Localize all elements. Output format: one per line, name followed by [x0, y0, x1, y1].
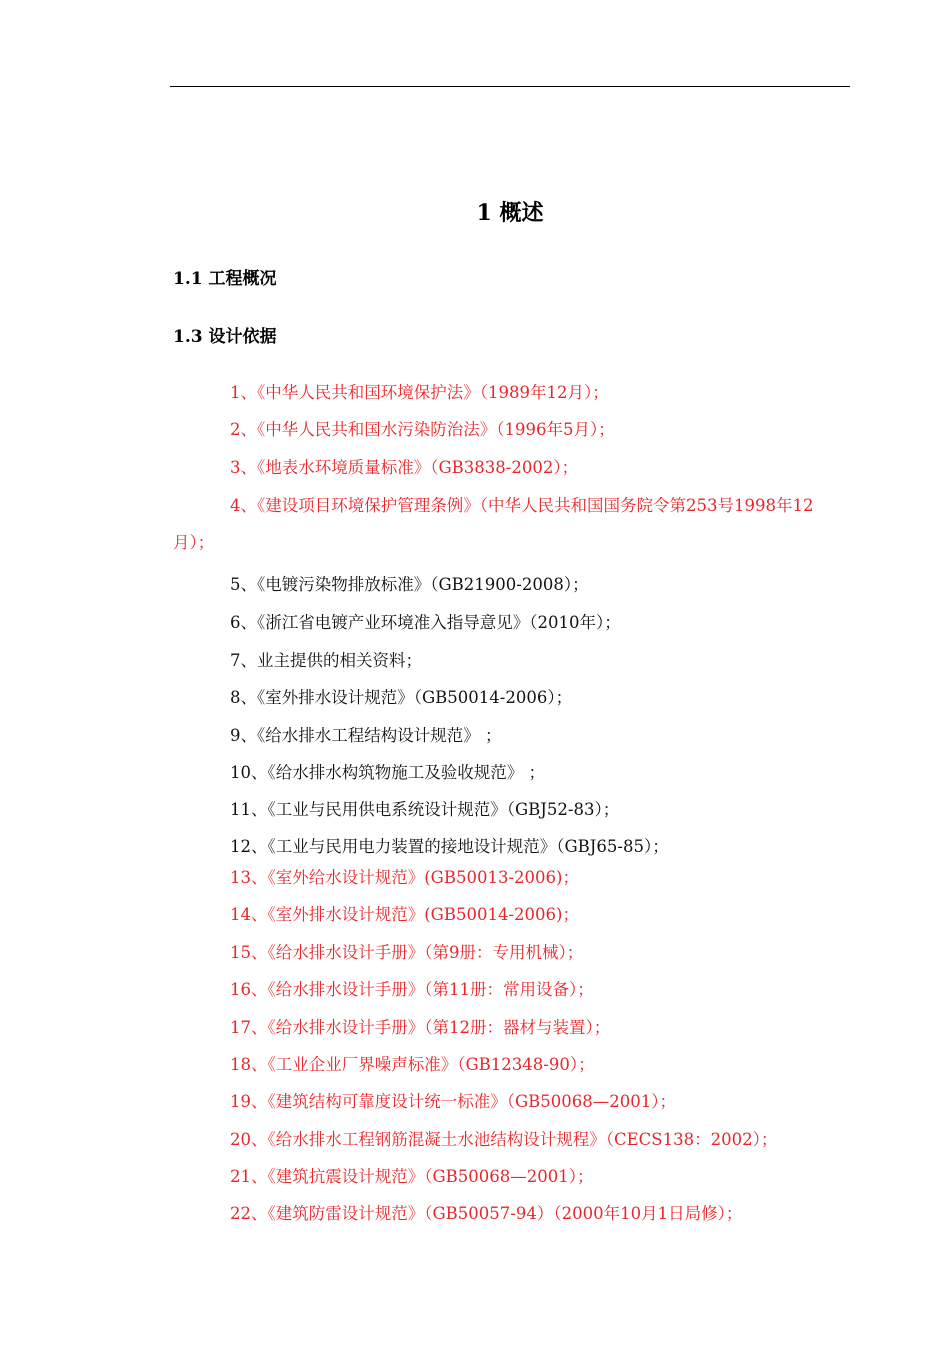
reference-item: 9、《给水排水工程结构设计规范》 ；	[230, 726, 502, 745]
section-heading-overview: 1.1 工程概况	[173, 269, 277, 289]
reference-item: 11、《工业与民用供电系统设计规范》（GBJ52-83）；	[230, 800, 620, 819]
section-heading-design-basis: 1.3 设计依据	[173, 327, 277, 347]
reference-item: 13、《室外给水设计规范》(GB50013-2006)；	[230, 868, 579, 887]
reference-item: 7、业主提供的相关资料；	[230, 651, 422, 670]
reference-item: 16、《给水排水设计手册》（第11册：常用设备）；	[230, 980, 594, 999]
reference-item: 8、《室外排水设计规范》（GB50014-2006）；	[230, 688, 573, 707]
reference-item: 12、《工业与民用电力装置的接地设计规范》（GBJ65-85）；	[230, 837, 669, 856]
reference-item: 2、《中华人民共和国水污染防治法》（1996年5月）；	[230, 420, 615, 439]
reference-item: 3、《地表水环境质量标准》（GB3838-2002）；	[230, 458, 579, 477]
reference-item: 6、《浙江省电镀产业环境准入指导意见》（2010年）；	[230, 613, 621, 632]
reference-item: 14、《室外排水设计规范》(GB50014-2006)；	[230, 905, 579, 924]
reference-item: 5、《电镀污染物排放标准》（GB21900-2008）；	[230, 575, 589, 594]
reference-item: 15、《给水排水设计手册》（第9册：专用机械）；	[230, 943, 584, 962]
chapter-title: 1 概述	[476, 200, 544, 226]
reference-item: 10、《给水排水构筑物施工及验收规范》 ；	[230, 763, 545, 782]
reference-item: 20、《给水排水工程钢筋混凝土水池结构设计规程》（CECS138：2002）；	[230, 1130, 778, 1149]
reference-item: 18、《工业企业厂界噪声标准》（GB12348-90）；	[230, 1055, 595, 1074]
reference-item: 17、《给水排水设计手册》（第12册：器材与装置）；	[230, 1018, 611, 1037]
reference-item: 21、《建筑抗震设计规范》（GB50068—2001）；	[230, 1167, 594, 1186]
reference-item: 19、《建筑结构可靠度设计统一标准》（GB50068—2001）；	[230, 1092, 677, 1111]
reference-item: 1、《中华人民共和国环境保护法》（1989年12月）；	[230, 383, 609, 402]
reference-item: 4、《建设项目环境保护管理条例》（中华人民共和国国务院令第253号1998年12月）；	[173, 496, 814, 552]
reference-item: 22、《建筑防雷设计规范》（GB50057-94）（2000年10月1日局修）；	[230, 1204, 743, 1223]
header-rule	[170, 86, 850, 87]
